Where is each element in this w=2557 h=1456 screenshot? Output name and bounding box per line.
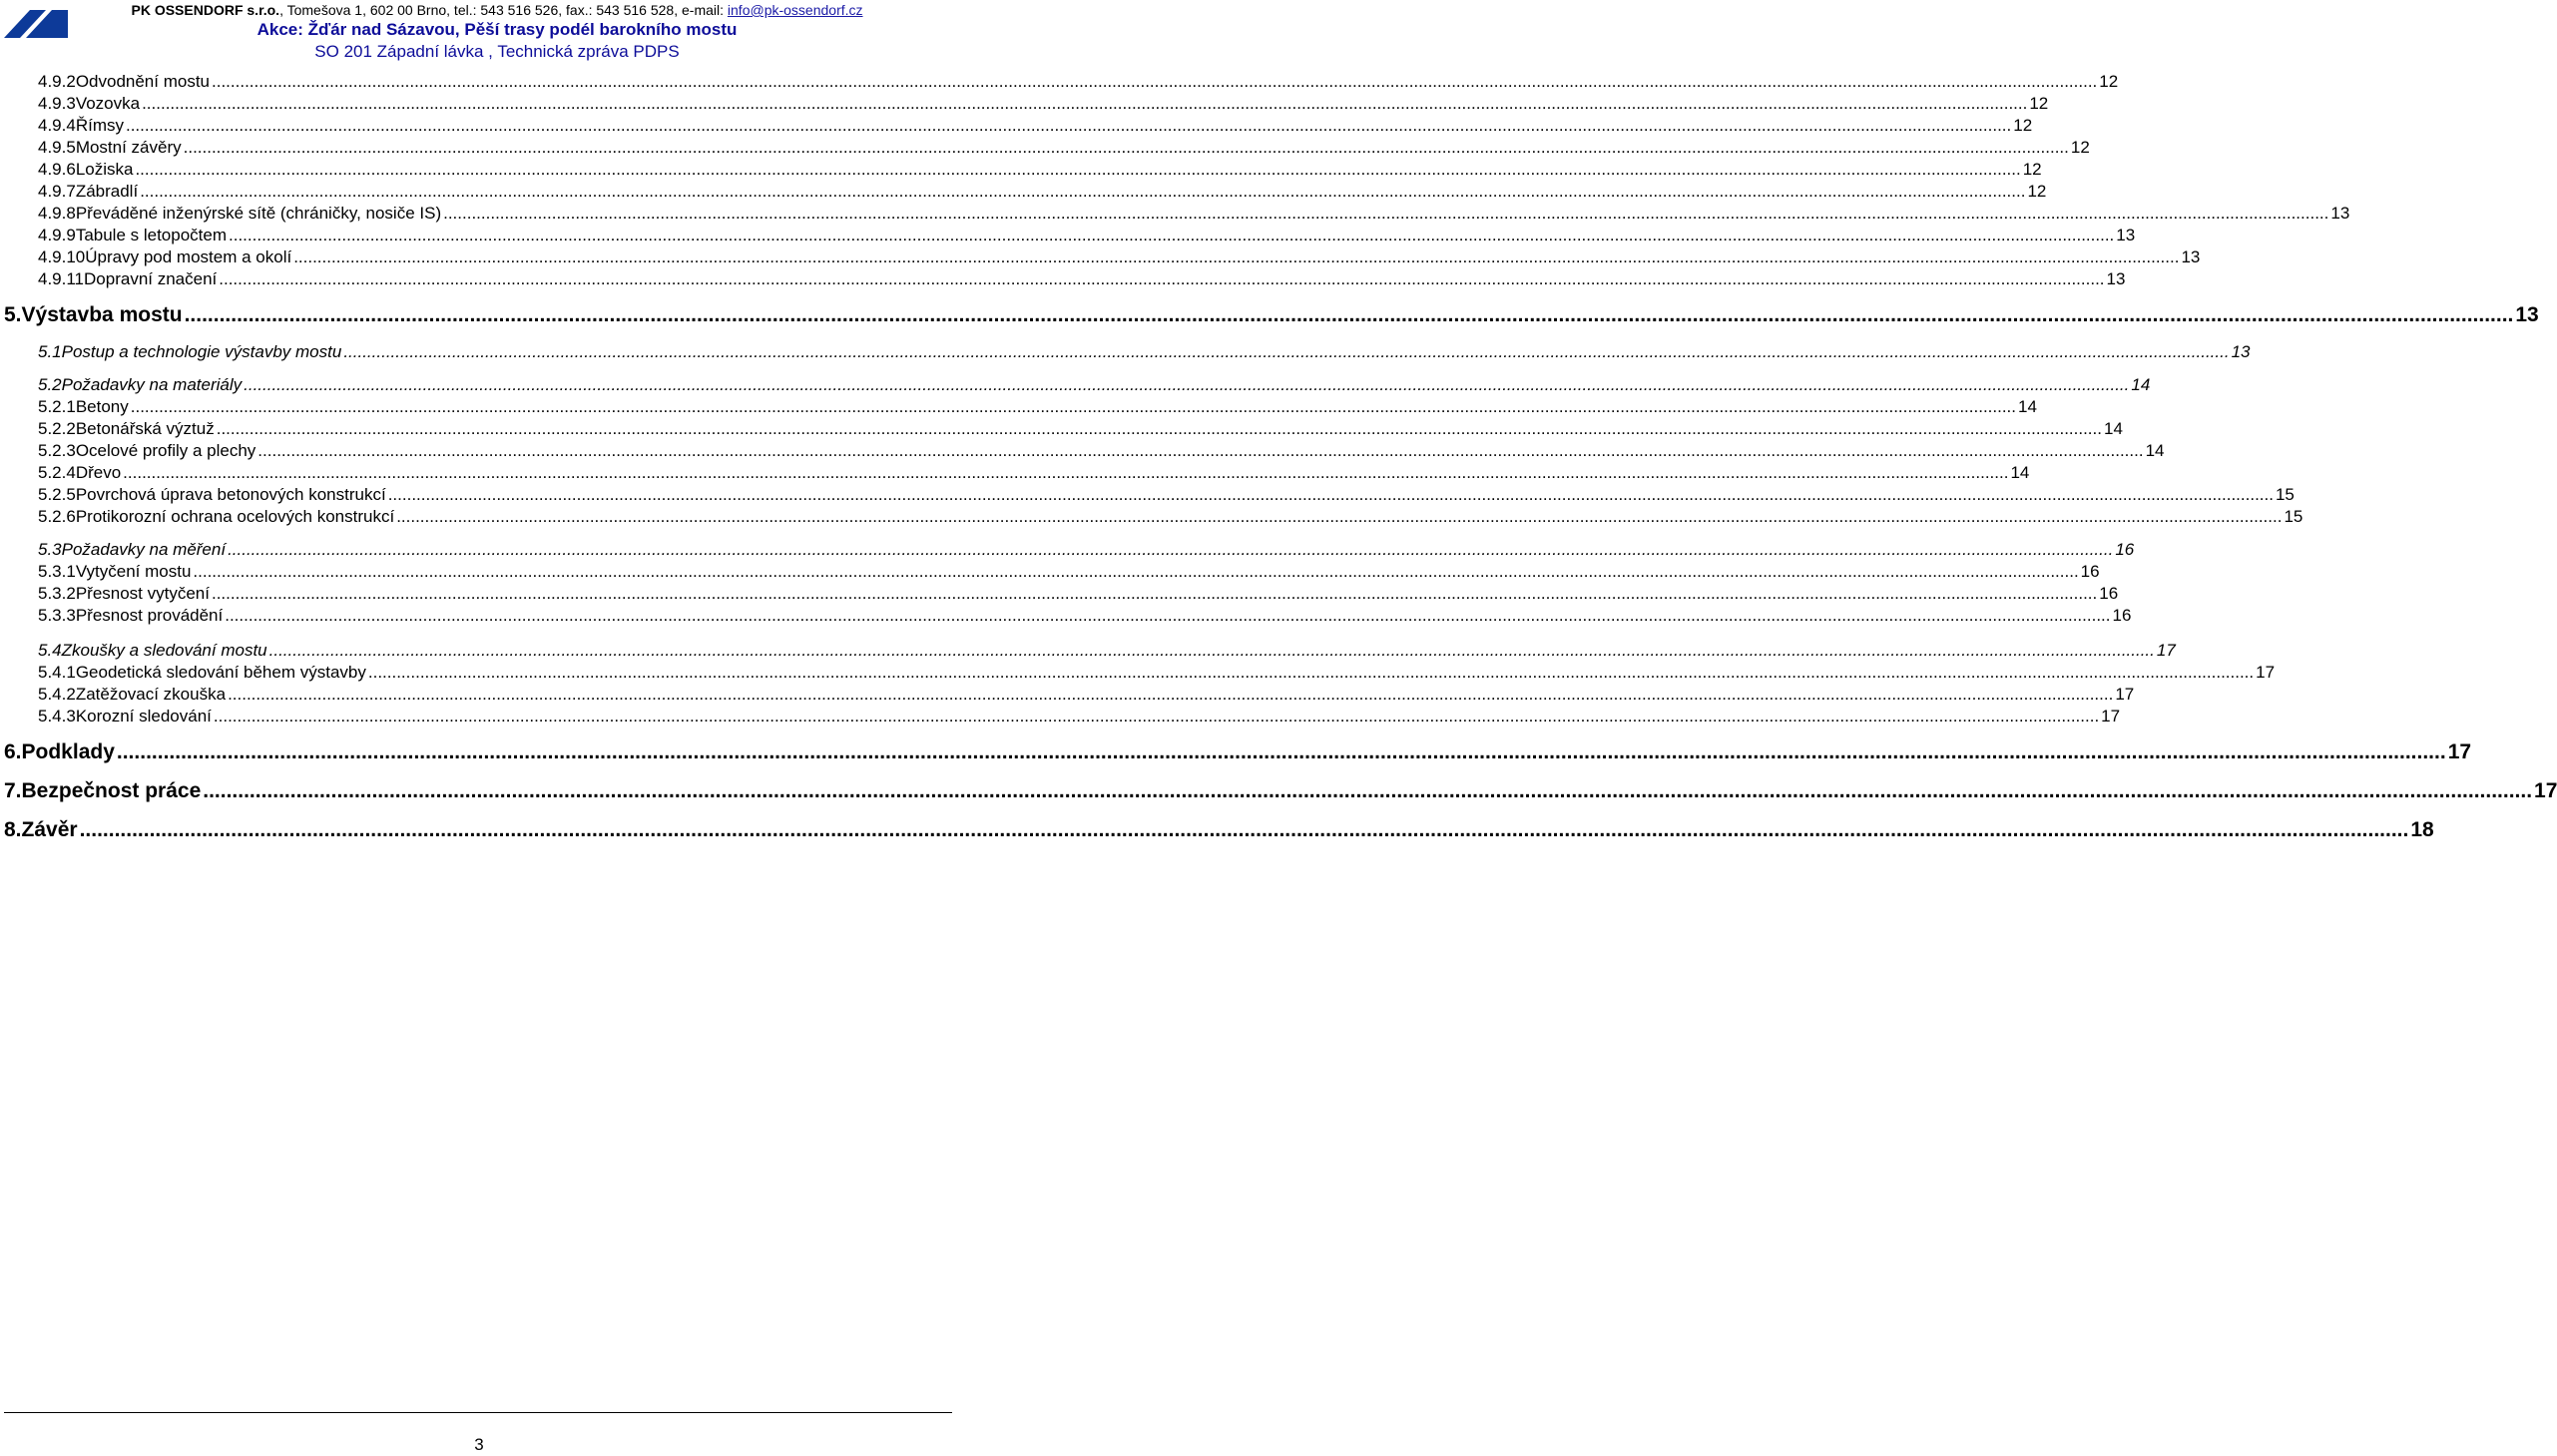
toc-label: Závěr — [21, 818, 78, 841]
toc-entry[interactable] — [4, 303, 2539, 327]
toc-label: Dopravní značení — [84, 269, 218, 288]
toc-label: Podklady — [21, 740, 115, 763]
toc-label: Převáděné inženýrské sítě (chráničky, nosiče IS) — [75, 204, 442, 223]
toc-entry[interactable] — [38, 247, 2201, 271]
toc-page-number: 17 — [2534, 779, 2557, 802]
toc-number: 4.9.3 — [38, 94, 76, 113]
toc-label: Tabule s letopočtem — [75, 226, 228, 244]
header-company-line — [92, 2, 902, 18]
toc-page-number: 13 — [2515, 303, 2539, 326]
toc-entry[interactable] — [38, 540, 2135, 564]
toc-entry[interactable] — [38, 641, 2176, 665]
toc-number: 5.3.3 — [38, 606, 76, 625]
toc-entry[interactable] — [38, 375, 2151, 399]
company-address: , Tomešova 1, 602 00 Brno, tel.: 543 516 526, fax.: 543 516 528, e-mail: — [279, 2, 728, 18]
dot-leader: ................................................................................................................................................................................................................................................................................................................................................................................................................ — [228, 685, 2114, 704]
toc-number: 5.2.2 — [38, 419, 76, 438]
toc-page-number: 13 — [2106, 269, 2126, 288]
toc-label: Požadavky na měření — [61, 540, 227, 559]
toc-entry[interactable] — [38, 419, 2123, 443]
toc-entry[interactable] — [38, 463, 2030, 487]
email-link[interactable]: info@pk-ossendorf.cz — [727, 2, 863, 18]
dot-leader: ................................................................................................................................................................................................................................................................................................................................................................................................................ — [268, 641, 2155, 660]
toc-label: Vozovka — [75, 94, 141, 113]
toc-entry[interactable] — [38, 685, 2135, 709]
dot-leader: ................................................................................................................................................................................................................................................................................................................................................................................................................ — [212, 72, 2098, 91]
toc-page-number: 12 — [2027, 182, 2047, 201]
dot-leader: ................................................................................................................................................................................................................................................................................................................................................................................................................ — [293, 247, 2180, 266]
dot-leader: ................................................................................................................................................................................................................................................................................................................................................................................................................ — [228, 540, 2114, 559]
toc-entry[interactable] — [4, 818, 2434, 842]
dot-leader: ................................................................................................................................................................................................................................................................................................................................................................................................................ — [367, 663, 2255, 682]
toc-number: 4.9.8 — [38, 204, 76, 223]
toc-entry[interactable] — [38, 269, 2126, 293]
toc-number: 5.4.2 — [38, 685, 76, 704]
dot-leader: ................................................................................................................................................................................................................................................................................................................................................................................................................ — [142, 94, 2028, 113]
toc-label: Dřevo — [75, 463, 122, 482]
toc-entry[interactable] — [38, 342, 2251, 366]
header-project-title: Akce: Žďár nad Sázavou, Pěší trasy podél barokního mostu — [256, 20, 738, 39]
toc-entry[interactable] — [38, 182, 2047, 206]
toc-number: 5.2.6 — [38, 507, 76, 526]
dot-leader: ................................................................................................................................................................................................................................................................................................................................................................................................................ — [213, 707, 2100, 726]
page-header — [0, 0, 958, 64]
toc-label: Mostní závěry — [75, 138, 182, 157]
toc-label: Zkoušky a sledování mostu — [61, 641, 267, 660]
toc-page-number: 12 — [2022, 160, 2042, 179]
toc-label: Postup a technologie výstavby mostu — [61, 342, 342, 361]
toc-label: Přesnost vytyčení — [75, 584, 210, 603]
toc-entry[interactable] — [38, 226, 2136, 249]
toc-entry[interactable] — [38, 584, 2119, 608]
toc-number: 5.3.1 — [38, 562, 76, 581]
toc-number: 4.9.9 — [38, 226, 76, 244]
toc-page-number: 14 — [2131, 375, 2151, 394]
toc-label: Požadavky na materiály — [61, 375, 243, 394]
toc-number: 5.4.3 — [38, 707, 76, 726]
toc-number: 5.2 — [38, 375, 62, 394]
toc-number: 5.4.1 — [38, 663, 76, 682]
dot-leader: ................................................................................................................................................................................................................................................................................................................................................................................................................ — [135, 160, 2021, 179]
toc-label: Odvodnění mostu — [75, 72, 211, 91]
toc-number: 7. — [4, 779, 22, 802]
toc-number: 5.4 — [38, 641, 62, 660]
toc-label: Ocelové profily a plechy — [75, 441, 256, 460]
toc-number: 5.3.2 — [38, 584, 76, 603]
toc-entry[interactable] — [38, 160, 2042, 184]
dot-leader: ................................................................................................................................................................................................................................................................................................................................................................................................................ — [211, 584, 2098, 603]
toc-label: Ložiska — [75, 160, 134, 179]
dot-leader: ................................................................................................................................................................................................................................................................................................................................................................................................................ — [387, 485, 2274, 504]
toc-number: 5. — [4, 303, 22, 326]
toc-label: Korozní sledování — [75, 707, 212, 726]
toc-entry[interactable] — [38, 562, 2100, 586]
toc-label: Bezpečnost práce — [21, 779, 202, 802]
dot-leader: ................................................................................................................................................................................................................................................................................................................................................................................................................ — [244, 375, 2130, 394]
toc-entry[interactable] — [38, 94, 2049, 118]
toc-number: 8. — [4, 818, 22, 841]
toc-page-number: 16 — [2115, 540, 2135, 559]
toc-page-number: 14 — [2018, 397, 2037, 416]
toc-page-number: 16 — [2099, 584, 2119, 603]
dot-leader: ................................................................................................................................................................................................................................................................................................................................................................................................................ — [396, 507, 2283, 526]
toc-page-number: 12 — [2013, 116, 2033, 135]
toc-number: 4.9.4 — [38, 116, 76, 135]
toc-entry[interactable] — [38, 204, 2350, 228]
toc-page-number: 14 — [2010, 463, 2030, 482]
toc-page-number: 14 — [2145, 441, 2165, 460]
toc-page-number: 16 — [2080, 562, 2100, 581]
dot-leader: ................................................................................................................................................................................................................................................................................................................................................................................................................ — [183, 138, 2069, 157]
toc-label: Geodetická sledování během výstavby — [75, 663, 366, 682]
toc-number: 5.2.4 — [38, 463, 76, 482]
toc-page-number: 13 — [2231, 342, 2251, 361]
toc-page-number: 13 — [2116, 226, 2136, 244]
toc-entry[interactable] — [38, 441, 2165, 465]
toc-number: 5.2.3 — [38, 441, 76, 460]
dot-leader: ................................................................................................................................................................................................................................................................................................................................................................................................................ — [216, 419, 2102, 438]
toc-entry[interactable] — [38, 707, 2121, 730]
company-logo-icon — [4, 6, 68, 38]
toc-label: Přesnost provádění — [75, 606, 224, 625]
dot-leader: ................................................................................................................................................................................................................................................................................................................................................................................................................ — [203, 779, 2533, 802]
toc-label: Zábradlí — [75, 182, 139, 201]
toc-entry[interactable] — [38, 606, 2132, 630]
toc-page-number: 17 — [2447, 740, 2472, 763]
toc-label: Římsy — [75, 116, 124, 135]
toc-entry[interactable] — [38, 507, 2303, 531]
toc-page-number: 17 — [2256, 663, 2276, 682]
toc-page-number: 12 — [2099, 72, 2119, 91]
toc-number: 4.9.6 — [38, 160, 76, 179]
toc-page-number: 17 — [2101, 707, 2121, 726]
toc-entry[interactable] — [38, 663, 2276, 687]
toc-label: Vytyčení mostu — [75, 562, 192, 581]
dot-leader: ................................................................................................................................................................................................................................................................................................................................................................................................................ — [123, 463, 2009, 482]
toc-number: 4.9.7 — [38, 182, 76, 201]
toc-label: Úpravy pod mostem a okolí — [85, 247, 292, 266]
footer-divider — [4, 1412, 952, 1413]
toc-label: Betonářská výztuž — [75, 419, 215, 438]
toc-page-number: 15 — [2275, 485, 2295, 504]
toc-number: 4.9.11 — [38, 269, 85, 288]
page-number: 3 — [474, 1435, 484, 1454]
dot-leader: ................................................................................................................................................................................................................................................................................................................................................................................................................ — [184, 303, 2514, 326]
toc-label: Protikorozní ochrana ocelových konstrukcí — [75, 507, 395, 526]
toc-entry[interactable] — [38, 138, 2090, 162]
toc-entry[interactable] — [4, 779, 2557, 803]
toc-entry[interactable] — [4, 740, 2472, 764]
toc-entry[interactable] — [38, 397, 2037, 421]
toc-number: 4.9.5 — [38, 138, 76, 157]
toc-page-number: 17 — [2156, 641, 2176, 660]
dot-leader: ................................................................................................................................................................................................................................................................................................................................................................................................................ — [140, 182, 2026, 201]
dot-leader: ................................................................................................................................................................................................................................................................................................................................................................................................................ — [125, 116, 2012, 135]
toc-label: Výstavba mostu — [21, 303, 183, 326]
toc-number: 4.9.2 — [38, 72, 76, 91]
dot-leader: ................................................................................................................................................................................................................................................................................................................................................................................................................ — [193, 562, 2079, 581]
dot-leader: ................................................................................................................................................................................................................................................................................................................................................................................................................ — [443, 204, 2329, 223]
toc-number: 5.2.1 — [38, 397, 76, 416]
dot-leader: ................................................................................................................................................................................................................................................................................................................................................................................................................ — [225, 606, 2111, 625]
header-document-title: SO 201 Západní lávka , Technická zpráva PDPS — [314, 42, 680, 61]
dot-leader: ................................................................................................................................................................................................................................................................................................................................................................................................................ — [229, 226, 2115, 244]
dot-leader: ................................................................................................................................................................................................................................................................................................................................................................................................................ — [116, 740, 2446, 763]
dot-leader: ................................................................................................................................................................................................................................................................................................................................................................................................................ — [219, 269, 2105, 288]
dot-leader: ................................................................................................................................................................................................................................................................................................................................................................................................................ — [343, 342, 2230, 361]
toc-entry[interactable] — [38, 485, 2295, 509]
toc-number: 6. — [4, 740, 22, 763]
dot-leader: ................................................................................................................................................................................................................................................................................................................................................................................................................ — [79, 818, 2409, 841]
toc-number: 5.3 — [38, 540, 62, 559]
toc-label: Betony — [75, 397, 129, 416]
toc-number: 5.2.5 — [38, 485, 76, 504]
toc-label: Zatěžovací zkouška — [75, 685, 227, 704]
toc-number: 5.1 — [38, 342, 62, 361]
toc-page-number: 15 — [2284, 507, 2303, 526]
toc-page-number: 12 — [2070, 138, 2090, 157]
toc-page-number: 14 — [2103, 419, 2123, 438]
dot-leader: ................................................................................................................................................................................................................................................................................................................................................................................................................ — [130, 397, 2017, 416]
toc-page-number: 16 — [2112, 606, 2132, 625]
toc-page-number: 13 — [2181, 247, 2201, 266]
toc-page-number: 13 — [2330, 204, 2350, 223]
toc-entry[interactable] — [38, 72, 2119, 96]
toc-entry[interactable] — [38, 116, 2033, 140]
toc-page-number: 18 — [2410, 818, 2434, 841]
company-name: PK OSSENDORF s.r.o. — [131, 2, 280, 18]
toc-page-number: 12 — [2029, 94, 2049, 113]
toc-number: 4.9.10 — [38, 247, 86, 266]
dot-leader: ................................................................................................................................................................................................................................................................................................................................................................................................................ — [257, 441, 2144, 460]
toc-label: Povrchová úprava betonových konstrukcí — [75, 485, 386, 504]
toc-page-number: 17 — [2115, 685, 2135, 704]
